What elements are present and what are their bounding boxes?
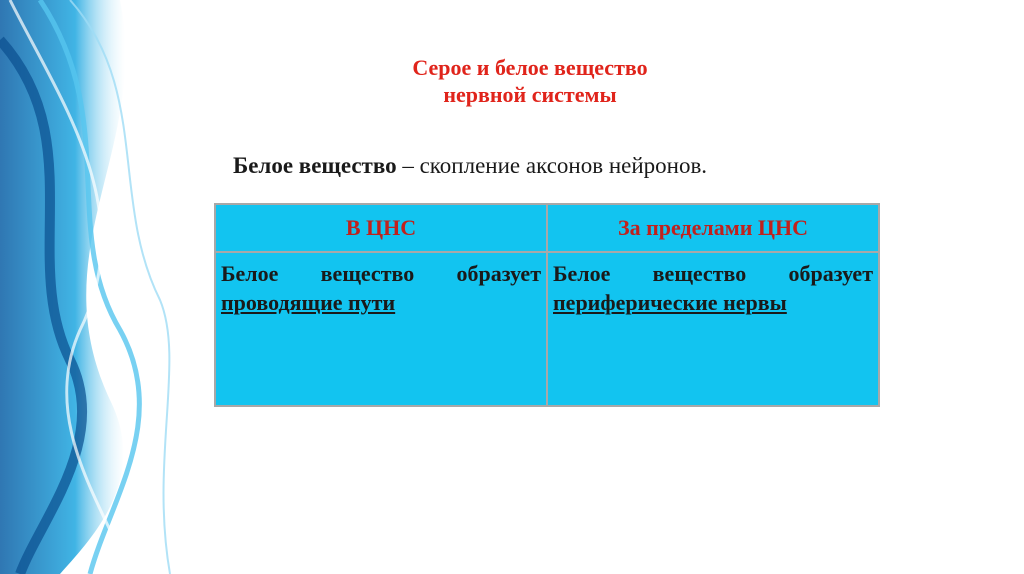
cell-outside-prefix: Белое вещество образует: [553, 261, 873, 286]
cell-cns: [215, 252, 547, 406]
comparison-table: [214, 203, 880, 407]
header-cns: В ЦНС: [215, 204, 547, 252]
definition-term: Белое вещество: [233, 153, 397, 178]
table-row: [215, 252, 879, 406]
slide-title-line1: Серое и белое вещество: [412, 55, 648, 80]
header-outside-cns: За пределами ЦНС: [547, 204, 879, 252]
definition-text: [233, 153, 933, 179]
cell-outside-cns: [547, 252, 879, 406]
cell-cns-underlined: проводящие пути: [221, 290, 396, 315]
slide-title-line2: нервной системы: [443, 82, 617, 107]
decorative-wave-background: [0, 0, 190, 574]
table-header-row: [215, 204, 879, 252]
definition-rest: – скопление аксонов нейронов.: [396, 153, 708, 178]
cell-cns-prefix: Белое вещество образует: [221, 261, 541, 286]
slide-title: [330, 54, 730, 108]
cell-outside-underlined: периферические нервы: [553, 290, 787, 315]
